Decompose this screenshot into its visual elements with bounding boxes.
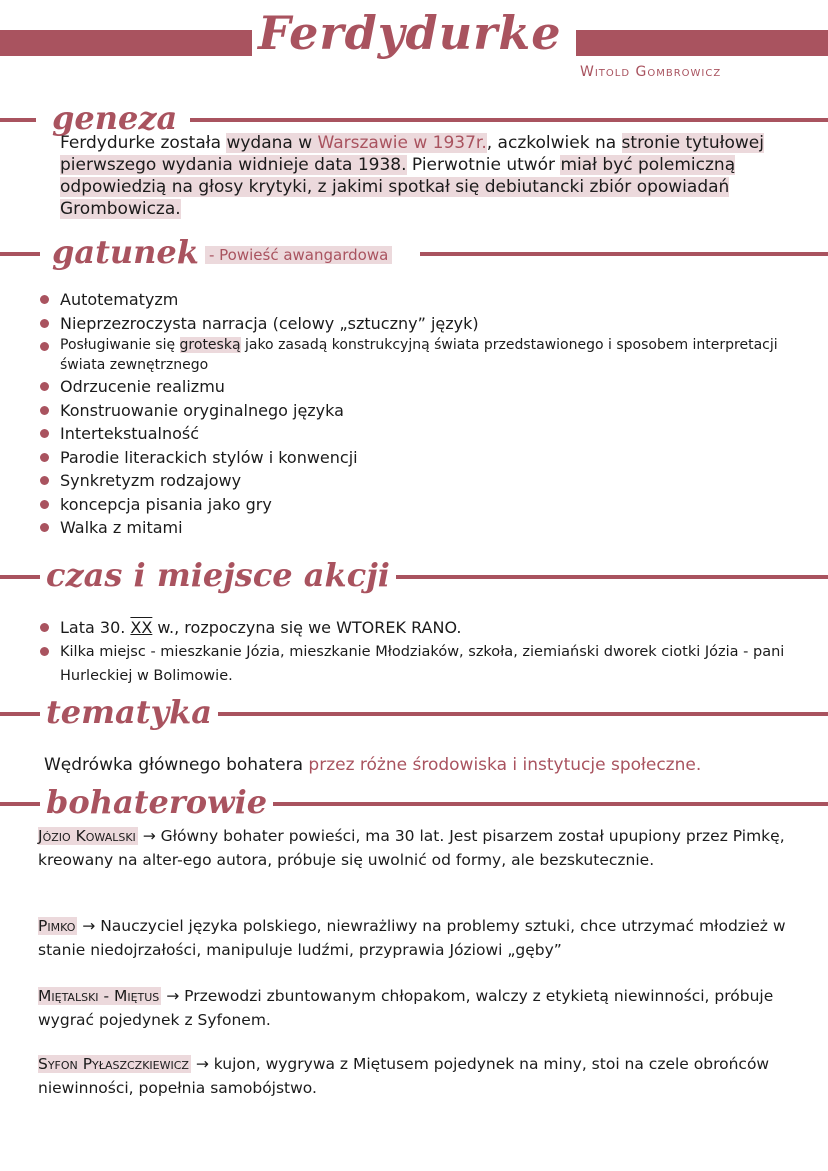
list-item: Parodie literackich stylów i konwencji — [40, 446, 820, 470]
character-name: Syfon Pyłaszczkiewicz — [38, 1055, 189, 1073]
section-czas-header — [0, 555, 828, 595]
century: XX — [130, 618, 153, 637]
highlight: miał być polemiczną odpowiedzią na głosy krytyki, z jakimi spotkał się debiutancki zbiór opowiadań Grombowicza. — [60, 155, 736, 219]
geneza-text — [60, 132, 820, 220]
list-item: Nieprzezroczysta narracja (celowy „sztuczny” język) — [40, 312, 820, 336]
section-heading: geneza — [46, 98, 183, 138]
character-entry — [38, 914, 808, 962]
genre-label: Powieść awangardowa — [219, 245, 389, 264]
character-description: kujon, wygrywa z Miętusem pojedynek na miny, stoi na czele obrońców niewinności, popełnia samobójstwo. — [38, 1055, 770, 1097]
character-entry — [38, 984, 808, 1032]
highlight: Warszawie w 1937r. — [317, 133, 487, 153]
text: Wędrówka głównego bohatera — [44, 755, 309, 775]
list-item — [40, 335, 820, 375]
text: Ferdydurke została — [60, 133, 227, 153]
text: jako zasadą konstrukcyjną świata przedstawionego i sposobem interpretacji świata zewnętrznego — [60, 337, 778, 373]
arrow-icon: → — [161, 987, 185, 1005]
author: Witold Gombrowicz — [580, 64, 722, 80]
dash: - — [208, 245, 215, 264]
character-name: Miętalski - Miętus — [38, 987, 160, 1005]
character-name: Pimko — [38, 917, 76, 935]
list-item: Odrzucenie realizmu — [40, 375, 820, 399]
character-description: Główny bohater powieści, ma 30 lat. Jest pisarzem został upupiony przez Pimkę, kreowany na alter-ego autora, próbuje się uwolnić od formy, ale bezskutecznie. — [38, 827, 785, 869]
arrow-icon: → — [77, 917, 101, 935]
text: w., rozpoczyna się we WTOREK RANO. — [152, 618, 462, 637]
highlight: groteską — [179, 337, 241, 353]
genre-subtitle — [205, 246, 392, 264]
character-description: Przewodzi zbuntowanym chłopakom, walczy z etykietą niewinności, próbuje wygrać pojedynek z Syfonem. — [38, 987, 774, 1029]
section-tematyka-header — [0, 692, 828, 732]
section-heading: gatunek — [52, 233, 199, 271]
genre-features-list — [40, 288, 820, 540]
title-banner-left — [0, 30, 252, 56]
section-heading: bohaterowie — [40, 782, 273, 822]
arrow-icon: → — [190, 1055, 214, 1073]
character-description: Nauczyciel języka polskiego, niewrażliwy na problemy sztuki, chce utrzymać młodzież w stanie niedojrzałości, manipuluje ludźmi, przyprawia Józiowi „gęby” — [38, 917, 786, 959]
arrow-icon: → — [137, 827, 161, 845]
list-item: Intertekstualność — [40, 422, 820, 446]
list-item: Synkretyzm rodzajowy — [40, 469, 820, 493]
text: Lata 30. — [60, 618, 131, 637]
section-bohaterowie-header — [0, 782, 828, 822]
character-entry — [38, 824, 808, 872]
list-item: koncepcja pisania jako gry — [40, 493, 820, 517]
list-item: Kilka miejsc - mieszkanie Józia, mieszkanie Młodziaków, szkoła, ziemiański dworek ciotki Józia - pani Hurleckiej w Bolimowie. — [40, 640, 820, 688]
section-gatunek-header — [0, 232, 828, 272]
page-title: Ferdydurke — [258, 6, 562, 60]
section-heading-wrap — [46, 232, 398, 275]
tematyka-text — [44, 754, 804, 776]
text: Pierwotnie utwór — [406, 155, 561, 175]
list-item — [40, 616, 820, 640]
section-heading: czas i miejsce akcji — [40, 555, 396, 595]
character-entry — [38, 1052, 808, 1100]
highlight: stronie tytułowej pierwszego wydania widnieje data 1938. — [60, 133, 764, 175]
list-item: Walka z mitami — [40, 516, 820, 540]
text: , aczkolwiek na — [486, 133, 622, 153]
highlight: wydana w — [226, 133, 318, 153]
list-item: Autotematyzm — [40, 288, 820, 312]
time-place-list — [40, 616, 820, 688]
text: Posługiwanie się — [60, 337, 180, 353]
list-item: Konstruowanie oryginalnego języka — [40, 399, 820, 423]
section-heading: tematyka — [40, 692, 218, 732]
title-banner-right — [576, 30, 828, 56]
accent-text: przez różne środowiska i instytucje społeczne. — [308, 755, 702, 775]
character-name: Józio Kowalski — [38, 827, 136, 845]
